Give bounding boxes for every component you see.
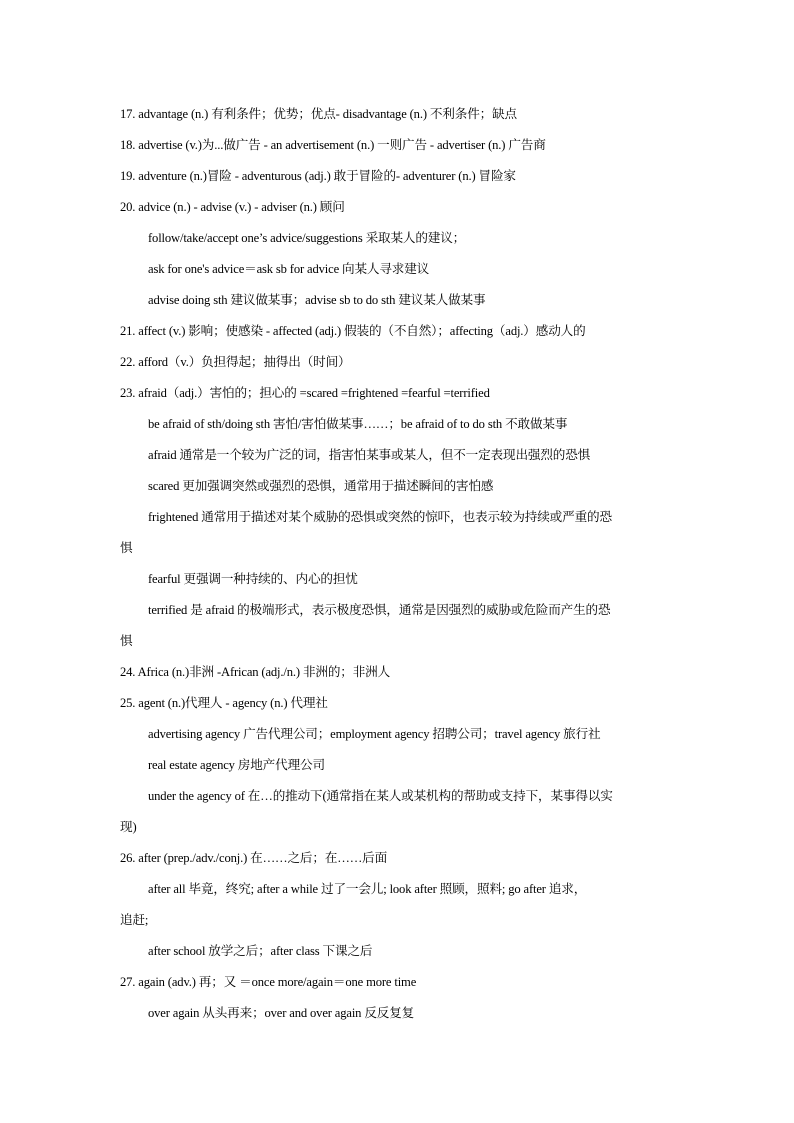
entry-line: 25. agent (n.)代理人 - agency (n.) 代理社 <box>120 696 328 710</box>
entry-line: 27. again (adv.) 再；又 ＝once more/again＝one more time <box>120 975 417 989</box>
entry-detail-line: fearful 更强调一种持续的、内心的担忧 <box>148 572 358 586</box>
entry-line: 22. afford（v.）负担得起；抽得出（时间） <box>120 355 351 369</box>
entry-line: 19. adventure (n.)冒险 - adventurous (adj.) 敢于冒险的- adventurer (n.) 冒险家 <box>120 169 516 183</box>
entry-line: 24. Africa (n.)非洲 -African (adj./n.) 非洲的；非洲人 <box>120 665 391 679</box>
entry-detail-line: frightened 通常用于描述对某个威胁的恐惧或突然的惊吓，也表示较为持续或严重的恐 <box>148 510 612 524</box>
entry-line: 21. affect (v.) 影响；使感染 - affected (adj.) 假装的（不自然）；affecting（adj.）感动人的 <box>120 324 586 338</box>
entry-detail-line: over again 从头再来；over and over again 反反复复 <box>148 1006 415 1020</box>
entry-line: 惧 <box>120 541 133 555</box>
entry-line: 现) <box>120 820 137 834</box>
entry-detail-line: after all 毕竟，终究; after a while 过了一会儿; look after 照顾，照料; go after 追求， <box>148 882 587 896</box>
entry-detail-line: advertising agency 广告代理公司；employment agency 招聘公司；travel agency 旅行社 <box>148 727 601 741</box>
entry-detail-line: be afraid of sth/doing sth 害怕/害怕做某事……；be afraid of to do sth 不敢做某事 <box>148 417 568 431</box>
entry-detail-line: terrified 是 afraid 的极端形式，表示极度恐惧，通常是因强烈的威胁或危险而产生的恐 <box>148 603 611 617</box>
entry-line: 18. advertise (v.)为...做广告 - an advertisement (n.) 一则广告 - advertiser (n.) 广告商 <box>120 138 546 152</box>
entry-line: 17. advantage (n.) 有利条件；优势；优点- disadvantage (n.) 不利条件；缺点 <box>120 107 517 121</box>
entry-line: 追赶; <box>120 913 149 927</box>
entry-line: 惧 <box>120 634 133 648</box>
entry-detail-line: follow/take/accept one’s advice/suggestions 采取某人的建议； <box>148 231 466 245</box>
entry-detail-line: ask for one's advice＝ask sb for advice 向某人寻求建议 <box>148 262 430 276</box>
entry-detail-line: afraid 通常是一个较为广泛的词，指害怕某事或某人，但不一定表现出强烈的恐惧 <box>148 448 591 462</box>
entry-line: 23. afraid（adj.）害怕的；担心的 =scared =frightened =fearful =terrified <box>120 386 490 400</box>
entry-detail-line: scared 更加强调突然或强烈的恐惧，通常用于描述瞬间的害怕感 <box>148 479 494 493</box>
entry-detail-line: after school 放学之后；after class 下课之后 <box>148 944 373 958</box>
entry-line: 20. advice (n.) - advise (v.) - adviser (n.) 顾问 <box>120 200 345 214</box>
vocabulary-list <box>120 99 675 1029</box>
entry-detail-line: real estate agency 房地产代理公司 <box>148 758 325 772</box>
entry-detail-line: advise doing sth 建议做某事；advise sb to do sth 建议某人做某事 <box>148 293 486 307</box>
entry-line: 26. after (prep./adv./conj.) 在……之后；在……后面 <box>120 851 388 865</box>
entry-detail-line: under the agency of 在…的推动下(通常指在某人或某机构的帮助或支持下，某事得以实 <box>148 789 613 803</box>
